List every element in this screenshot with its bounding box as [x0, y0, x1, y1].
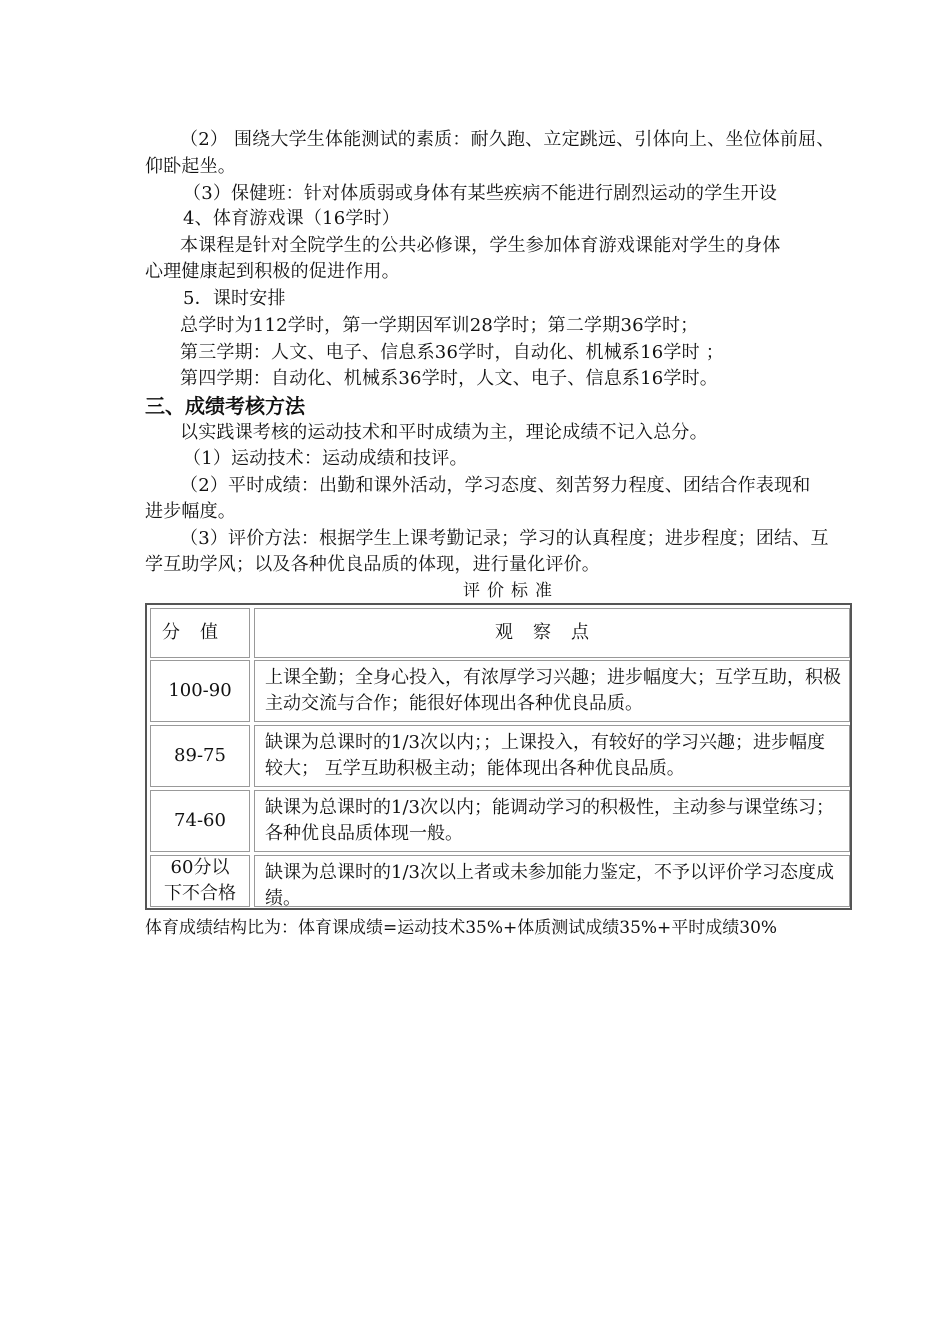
paragraph-game-course-line1: 本课程是针对全院学生的公共必修课，学生参加体育游戏课能对学生的身体 — [180, 235, 781, 256]
paragraph-game-course-line2: 心理健康起到积极的促进作用。 — [145, 261, 400, 282]
paragraph-fitness-test-line2: 仰卧起坐。 — [145, 156, 236, 177]
header-points: 观察点 — [254, 608, 850, 658]
paragraph-game-course-title: 4、体育游戏课（16学时） — [183, 208, 400, 229]
table-row-desc: 缺课为总课时的1/3次以内；；上课投入，有较好的学习兴趣；进步幅度较大； 互学互助积极主动；能体现出各种优良品质。 — [254, 725, 850, 787]
section-item-usual-line2: 进步幅度。 — [145, 501, 236, 522]
section-item-usual-line1: （2）平时成绩：出勤和课外活动，学习态度、刻苦努力程度、团结合作表现和 — [180, 475, 811, 496]
paragraph-schedule-title: 5．课时安排 — [183, 288, 286, 309]
section-intro: 以实践课考核的运动技术和平时成绩为主，理论成绩不记入总分。 — [180, 422, 708, 443]
section-item-technique: （1）运动技术：运动成绩和技评。 — [183, 448, 468, 469]
paragraph-schedule-term4: 第四学期：自动化、机械系36学时，人文、电子、信息系16学时。 — [180, 368, 719, 389]
paragraph-fitness-test-line1: （2） 围绕大学生体能测试的素质：耐久跑、立定跳远、引体向上、坐位体前屈、 — [180, 129, 835, 150]
table-row-score: 89-75 — [150, 725, 250, 787]
evaluation-table — [145, 603, 852, 910]
section-item-method-line1: （3）评价方法：根据学生上课考勤记录；学习的认真程度；进步程度；团结、互 — [180, 528, 829, 549]
table-caption: 评价标准 — [463, 581, 559, 601]
table-row-desc: 缺课为总课时的1/3次以上者或未参加能力鉴定，不予以评价学习态度成绩。 — [254, 855, 850, 907]
table-row-desc: 缺课为总课时的1/3次以内；能调动学习的积极性，主动参与课堂练习；各种优良品质体现一般。 — [254, 790, 850, 852]
table-row-score: 60分以下不合格 — [150, 855, 250, 907]
table-row-score: 74-60 — [150, 790, 250, 852]
grade-structure-footer: 体育成绩结构比为：体育课成绩=运动技术35%+体质测试成绩35%+平时成绩30% — [145, 918, 778, 938]
section-title: 三、成绩考核方法 — [145, 394, 305, 418]
paragraph-schedule-term3: 第三学期：人文、电子、信息系36学时，自动化、机械系16学时 ； — [180, 342, 724, 363]
table-row-score: 100-90 — [150, 660, 250, 722]
section-item-method-line2: 学互助学风；以及各种优良品质的体现，进行量化评价。 — [145, 554, 600, 575]
table-row-desc: 上课全勤；全身心投入，有浓厚学习兴趣；进步幅度大；互学互助，积极主动交流与合作；能很好体现出各种优良品质。 — [254, 660, 850, 722]
header-score: 分值 — [150, 608, 250, 658]
paragraph-health-class: （3）保健班：针对体质弱或身体有某些疾病不能进行剧烈运动的学生开设 — [183, 183, 778, 204]
paragraph-schedule-total: 总学时为112学时，第一学期因军训28学时；第二学期36学时； — [180, 315, 699, 336]
